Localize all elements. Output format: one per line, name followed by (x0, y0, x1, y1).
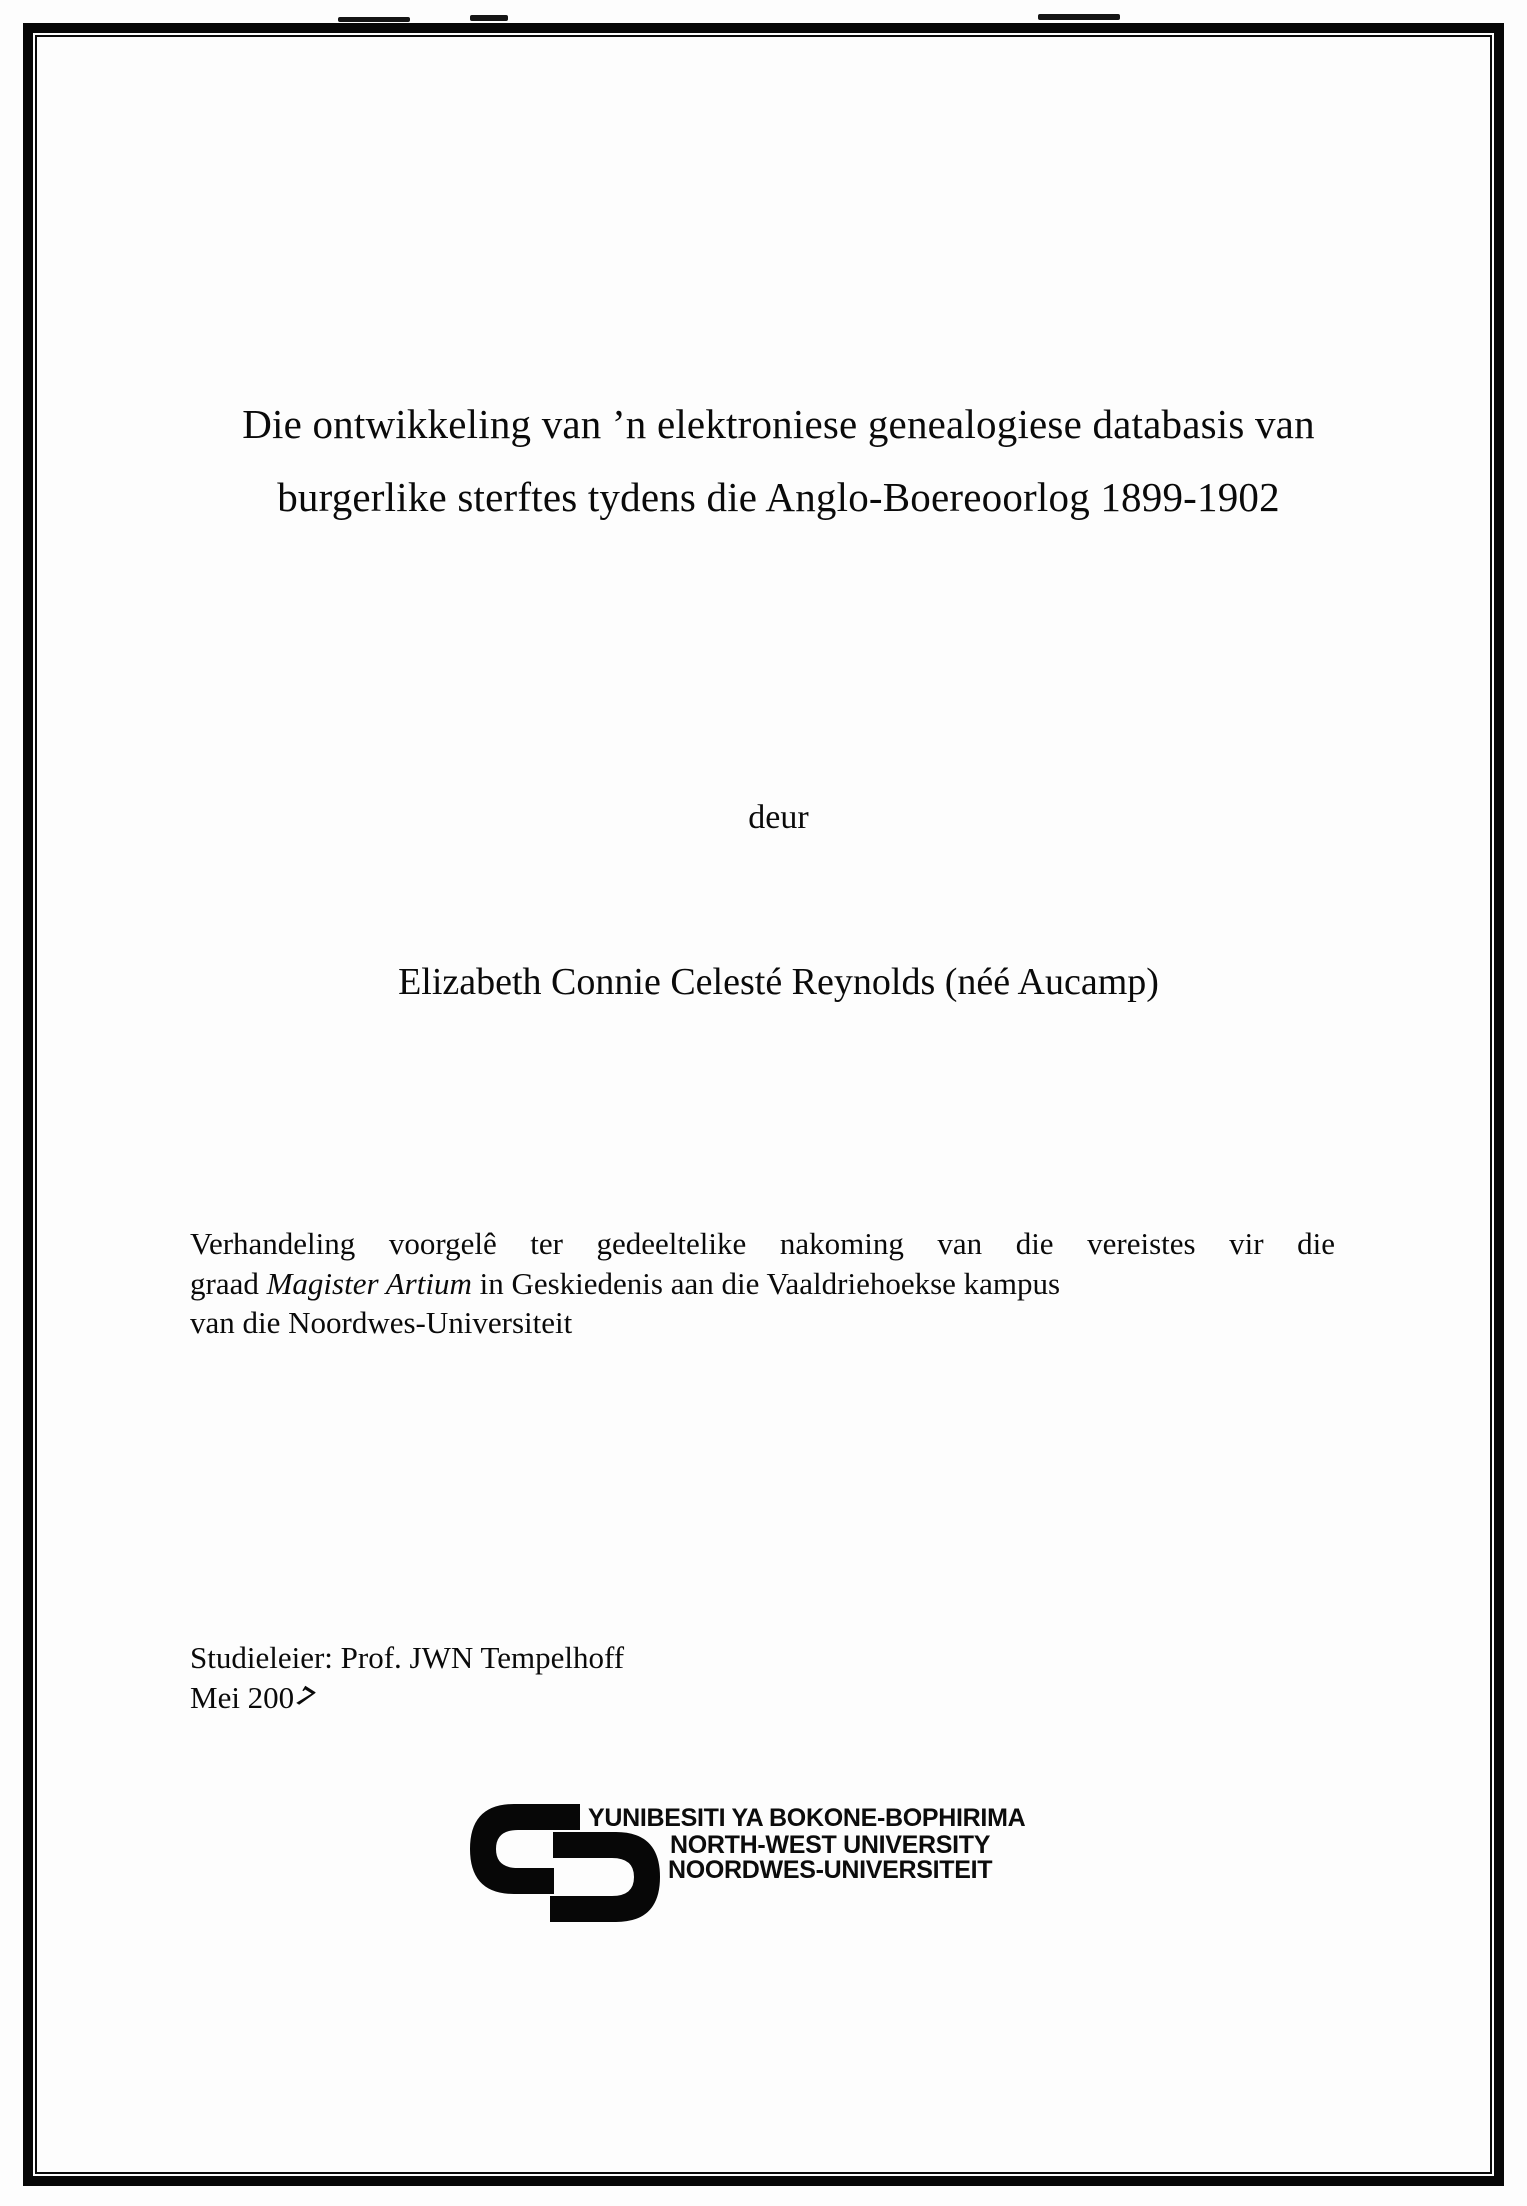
thesis-title-line2: burgerlike sterftes tydens die Anglo-Boereoorlog 1899-1902 (277, 474, 1280, 520)
description-line3: van die Noordwes-Universiteit (190, 1305, 573, 1340)
logo-text-line3: NOORDWES-UNIVERSITEIT (668, 1856, 993, 1884)
description-line1: Verhandeling voorgelê ter gedeeltelike nakoming van die vereistes vir die (190, 1226, 1335, 1261)
logo-text-line2: NORTH-WEST UNIVERSITY (670, 1831, 991, 1859)
author-name: Elizabeth Connie Celesté Reynolds (néé Aucamp) (398, 961, 1159, 1003)
description-line2-pre: graad (190, 1265, 267, 1301)
date-prefix: Mei 200 (190, 1680, 295, 1715)
scan-artifact (1038, 14, 1120, 20)
thesis-title-line1: Die ontwikkeling van ’n elektroniese genealogiese databasis van (242, 401, 1315, 447)
degree-name-italic: Magister Artium (266, 1265, 472, 1301)
page-border-frame (23, 23, 1504, 2186)
thesis-title (30, 388, 1527, 534)
description-line2 (190, 1264, 1335, 1304)
byline-label: deur (748, 799, 809, 836)
date-line (190, 1680, 320, 1716)
handwritten-seven-digit: 7 (290, 1680, 320, 1715)
thesis-description (190, 1224, 1335, 1343)
scan-artifact (338, 17, 410, 22)
logo-text-line1: YUNIBESITI YA BOKONE-BOPHIRIMA (588, 1804, 1026, 1832)
scan-artifact (470, 15, 508, 21)
supervisor-line: Studieleier: Prof. JWN Tempelhoff (190, 1640, 625, 1675)
description-line2-post: in Geskiedenis aan die Vaaldriehoekse kampus (471, 1265, 1061, 1301)
page-border-inner-line (35, 35, 1492, 2174)
